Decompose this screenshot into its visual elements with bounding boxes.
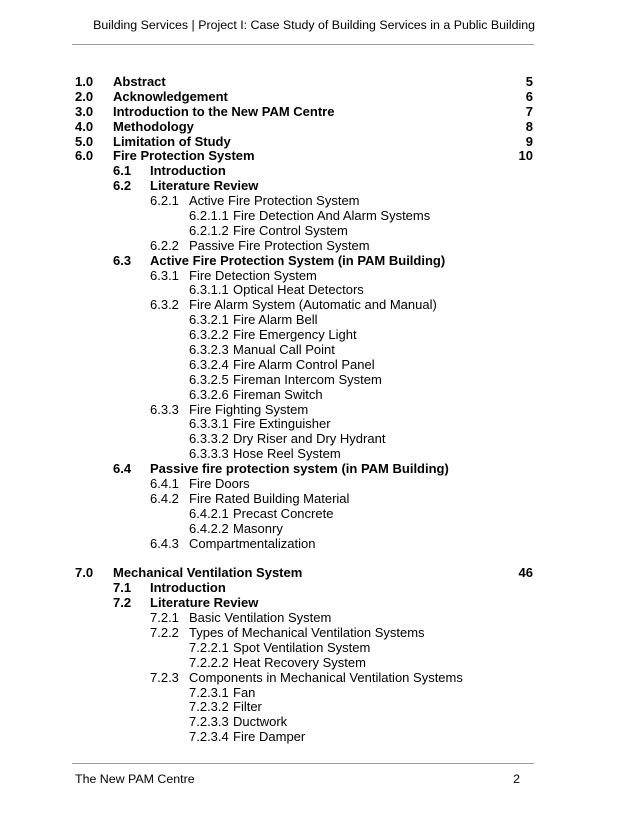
- toc-entry-title: Active Fire Protection System (in PAM Building): [150, 252, 446, 268]
- toc-entry-title: Fireman Intercom System: [233, 371, 382, 387]
- toc-entry-title: Introduction: [150, 580, 226, 596]
- toc-entry: [0, 536, 638, 551]
- toc-entry: [0, 699, 638, 714]
- toc-entry-title: Fire Alarm Bell: [233, 312, 318, 328]
- toc-entry-page: 8: [525, 118, 533, 134]
- toc-entry-page: 46: [518, 565, 533, 581]
- footer-title: The New PAM Centre: [75, 772, 195, 786]
- toc-entry-number: 7.2.2: [150, 624, 179, 640]
- toc-entry-title: Components in Mechanical Ventilation Systems: [189, 669, 463, 685]
- toc-entry-number: 7.2.1: [150, 610, 179, 626]
- toc-entry: [0, 238, 638, 253]
- toc-entry-title: Optical Heat Detectors: [233, 282, 364, 298]
- toc-entry-number: 6.2.1.2: [189, 222, 229, 238]
- toc-entry-number: 3.0: [75, 103, 94, 119]
- toc-entry-number: 6.3.2.6: [189, 386, 229, 402]
- toc-entry-number: 6.4.2.2: [189, 520, 229, 536]
- toc-entry: [0, 372, 638, 387]
- toc-entry-title: Introduction: [150, 163, 226, 179]
- toc-entry: [0, 148, 638, 163]
- toc-entry: [0, 416, 638, 431]
- toc-entry: [0, 193, 638, 208]
- toc-entry-number: 6.3.2.4: [189, 356, 229, 372]
- toc-entry: [0, 253, 638, 268]
- toc-entry-number: 6.3.2: [150, 297, 179, 313]
- toc-entry-title: Fire Control System: [233, 222, 348, 238]
- toc-entry: [0, 268, 638, 283]
- table-of-contents: [0, 74, 638, 744]
- toc-entry-number: 6.2.1.1: [189, 208, 229, 224]
- toc-entry-title: Types of Mechanical Ventilation Systems: [189, 624, 425, 640]
- toc-entry-title: Active Fire Protection System: [189, 193, 360, 209]
- toc-entry: [0, 685, 638, 700]
- toc-entry: [0, 327, 638, 342]
- toc-entry-number: 7.2.3.1: [189, 684, 229, 700]
- toc-entry-title: Fire Emergency Light: [233, 327, 357, 343]
- toc-entry-number: 6.3.3: [150, 401, 179, 417]
- toc-entry: [0, 729, 638, 744]
- toc-entry: [0, 714, 638, 729]
- toc-entry-number: 7.2.2.2: [189, 654, 229, 670]
- toc-entry-number: 6.0: [75, 148, 94, 164]
- toc-entry-title: Fire Protection System: [113, 148, 255, 164]
- toc-entry-number: 4.0: [75, 118, 94, 134]
- toc-entry-title: Fire Extinguisher: [233, 416, 331, 432]
- toc-entry: [0, 178, 638, 193]
- toc-entry-number: 7.2.3.4: [189, 729, 229, 745]
- toc-entry-number: 7.0: [75, 565, 94, 581]
- toc-entry-number: 6.3.3.2: [189, 431, 229, 447]
- toc-entry-page: 7: [525, 103, 533, 119]
- toc-entry: [0, 640, 638, 655]
- toc-entry: [0, 521, 638, 536]
- toc-entry: [0, 655, 638, 670]
- toc-entry: [0, 446, 638, 461]
- toc-entry-title: Manual Call Point: [233, 342, 335, 358]
- toc-entry-title: Hose Reel System: [233, 446, 341, 462]
- footer-divider: [72, 763, 534, 764]
- toc-entry-number: 6.3.3.3: [189, 446, 229, 462]
- toc-entry-number: 7.2.3.3: [189, 714, 229, 730]
- toc-entry-title: Fire Alarm Control Panel: [233, 356, 375, 372]
- toc-entry: [0, 610, 638, 625]
- toc-entry-title: Introduction to the New PAM Centre: [113, 103, 335, 119]
- toc-entry-title: Literature Review: [150, 595, 259, 611]
- toc-entry-number: 7.2.3: [150, 669, 179, 685]
- toc-entry-title: Filter: [233, 699, 262, 715]
- toc-entry-number: 6.3.1.1: [189, 282, 229, 298]
- toc-entry: [0, 163, 638, 178]
- toc-entry-title: Ductwork: [233, 714, 288, 730]
- toc-entry: [0, 402, 638, 417]
- toc-entry-page: 5: [525, 74, 533, 89]
- toc-entry-number: 6.2.1: [150, 193, 179, 209]
- toc-entry-number: 6.4.2: [150, 490, 179, 506]
- toc-entry: [0, 312, 638, 327]
- toc-entry-number: 7.1: [113, 580, 132, 596]
- toc-entry-number: 6.3.2.1: [189, 312, 229, 328]
- toc-entry: [0, 431, 638, 446]
- toc-entry-number: 6.4.3: [150, 535, 179, 551]
- footer-page-number: 2: [513, 772, 520, 786]
- toc-entry: [0, 476, 638, 491]
- toc-entry: [0, 297, 638, 312]
- toc-entry-title: Fireman Switch: [233, 386, 323, 402]
- toc-entry-title: Dry Riser and Dry Hydrant: [233, 431, 386, 447]
- toc-entry-number: 2.0: [75, 88, 94, 104]
- toc-entry-title: Abstract: [113, 74, 166, 89]
- toc-entry-title: Passive fire protection system (in PAM Building): [150, 461, 449, 477]
- toc-entry-title: Spot Ventilation System: [233, 639, 371, 655]
- toc-entry-title: Basic Ventilation System: [189, 610, 332, 626]
- toc-entry-page: 6: [525, 88, 533, 104]
- toc-entry-number: 6.4.1: [150, 476, 179, 492]
- toc-entry: [0, 342, 638, 357]
- toc-entry-title: Masonry: [233, 520, 283, 536]
- toc-entry-title: Methodology: [113, 118, 194, 134]
- toc-entry-title: Fire Detection System: [189, 267, 317, 283]
- toc-entry-number: 6.3.2.5: [189, 371, 229, 387]
- toc-entry: [0, 74, 638, 89]
- toc-entry-title: Fire Detection And Alarm Systems: [233, 208, 431, 224]
- toc-entry-number: 6.3.3.1: [189, 416, 229, 432]
- toc-entry-title: Fan: [233, 684, 256, 700]
- toc-entry-number: 6.3.2.2: [189, 327, 229, 343]
- page-header: Building Services | Project I: Case Study of Building Services in a Public Building: [93, 18, 535, 32]
- toc-entry: [0, 551, 638, 581]
- toc-entry: [0, 387, 638, 402]
- toc-entry: [0, 208, 638, 223]
- toc-entry-number: 6.3: [113, 252, 132, 268]
- toc-entry-number: 7.2.2.1: [189, 639, 229, 655]
- toc-entry: [0, 491, 638, 506]
- toc-entry-title: Fire Damper: [233, 729, 306, 745]
- toc-entry-title: Heat Recovery System: [233, 654, 366, 670]
- toc-entry: [0, 625, 638, 640]
- toc-entry-number: 6.1: [113, 163, 132, 179]
- toc-entry: [0, 461, 638, 476]
- toc-entry: [0, 134, 638, 149]
- header-divider: [72, 44, 534, 45]
- toc-entry-number: 5.0: [75, 133, 94, 149]
- toc-entry-number: 6.3.1: [150, 267, 179, 283]
- toc-entry: [0, 223, 638, 238]
- toc-entry-title: Precast Concrete: [233, 505, 334, 521]
- toc-entry-number: 1.0: [75, 74, 94, 89]
- toc-entry: [0, 104, 638, 119]
- toc-entry-title: Compartmentalization: [189, 535, 316, 551]
- toc-entry: [0, 357, 638, 372]
- toc-entry: [0, 89, 638, 104]
- toc-entry-title: Fire Fighting System: [189, 401, 309, 417]
- toc-entry-number: 6.2.2: [150, 237, 179, 253]
- toc-entry: [0, 670, 638, 685]
- toc-entry: [0, 595, 638, 610]
- toc-entry-number: 6.4: [113, 461, 132, 477]
- toc-entry-number: 7.2.3.2: [189, 699, 229, 715]
- toc-entry-title: Mechanical Ventilation System: [113, 565, 303, 581]
- toc-entry: [0, 119, 638, 134]
- toc-entry: [0, 580, 638, 595]
- toc-entry-number: 6.2: [113, 178, 132, 194]
- toc-entry-number: 7.2: [113, 595, 132, 611]
- toc-entry-title: Literature Review: [150, 178, 259, 194]
- toc-entry-number: 6.4.2.1: [189, 505, 229, 521]
- toc-entry: [0, 506, 638, 521]
- toc-entry: [0, 282, 638, 297]
- toc-entry-title: Passive Fire Protection System: [189, 237, 370, 253]
- toc-entry-title: Fire Doors: [189, 476, 250, 492]
- toc-entry-title: Acknowledgement: [113, 88, 228, 104]
- toc-entry-title: Limitation of Study: [113, 133, 231, 149]
- toc-entry-title: Fire Rated Building Material: [189, 490, 350, 506]
- toc-entry-title: Fire Alarm System (Automatic and Manual): [189, 297, 437, 313]
- toc-entry-number: 6.3.2.3: [189, 342, 229, 358]
- toc-entry-page: 10: [518, 148, 533, 164]
- toc-entry-page: 9: [525, 133, 533, 149]
